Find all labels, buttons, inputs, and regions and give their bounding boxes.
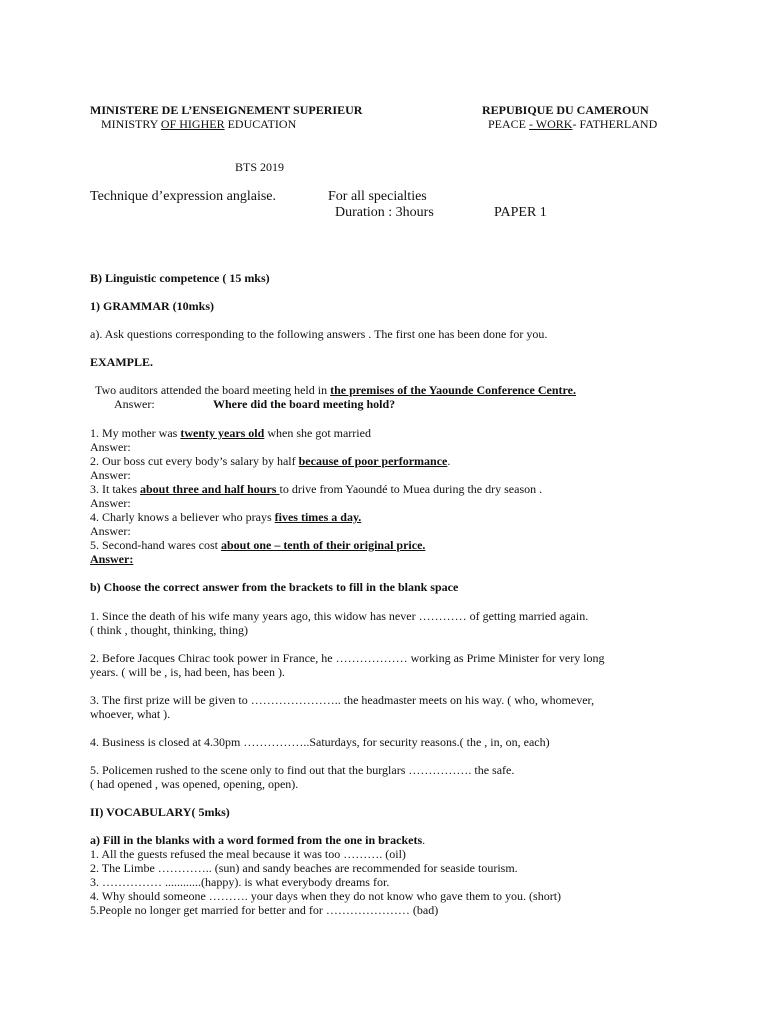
example-pre: Two auditors attended the board meeting held in — [95, 383, 331, 397]
vocab-q2: 2. The Limbe ………….. (sun) and sandy beaches are recommended for seaside tourism. — [90, 861, 518, 875]
grammar-question-2 — [90, 454, 450, 468]
choose-q5-line1: 5. Policemen rushed to the scene only to find out that the burglars ……………. the safe. — [90, 763, 515, 777]
vocab-instruction — [90, 833, 425, 847]
q3-pre: 3. It takes — [90, 482, 140, 496]
example-answer: Where did the board meeting hold? — [213, 397, 396, 411]
ministry-en-underlined: OF HIGHER — [160, 117, 225, 131]
q2-underlined: because of poor performance — [298, 454, 448, 468]
motto-underlined: - WORK — [529, 117, 573, 131]
exam-bts: BTS 2019 — [235, 160, 285, 174]
q3-underlined: about three and half hours — [140, 482, 280, 496]
grammar-question-1 — [90, 426, 371, 440]
example-answer-label: Answer: — [114, 397, 155, 411]
choose-q3-line2: whoever, what ). — [90, 707, 171, 721]
answer-label-2: Answer: — [90, 468, 131, 482]
answer-label-4: Answer: — [90, 524, 131, 538]
choose-q1-line2: ( think , thought, thinking, thing) — [90, 623, 248, 637]
vocab-q5: 5.People no longer get married for better and for ………………… (bad) — [90, 903, 439, 917]
exam-paper: PAPER 1 — [494, 205, 547, 220]
exam-subject: Technique d’expression anglaise. — [90, 189, 277, 204]
motto-en — [488, 117, 657, 131]
answer-label-5: Answer: — [90, 552, 134, 566]
motto-pre: PEACE — [488, 117, 530, 131]
motto-post: - FATHERLAND — [572, 117, 658, 131]
example-sentence — [95, 383, 576, 397]
vocab-instruction-dot: . — [422, 833, 426, 847]
q5-pre: 5. Second-hand wares cost — [90, 538, 221, 552]
grammar-question-5 — [90, 538, 425, 552]
grammar-title: 1) GRAMMAR (10mks) — [90, 299, 214, 313]
answer-label-1: Answer: — [90, 440, 131, 454]
choose-q2-line2: years. ( will be , is, had been, has been ). — [90, 665, 285, 679]
q2-pre: 2. Our boss cut every body’s salary by half — [90, 454, 299, 468]
section-b-title: B) Linguistic competence ( 15 mks) — [90, 271, 270, 285]
q2-post: . — [447, 454, 451, 468]
answer-label-3: Answer: — [90, 496, 131, 510]
q1-underlined: twenty years old — [180, 426, 265, 440]
exam-specialties: For all specialties — [328, 189, 427, 204]
vocab-q1: 1. All the guests refused the meal because it was too ………. (oil) — [90, 847, 406, 861]
vocab-q3: 3. …………… ............(happy). is what everybody dreams for. — [90, 875, 390, 889]
choose-q1-line1: 1. Since the death of his wife many years ago, this widow has never ………… of getting married again. — [90, 609, 589, 623]
q4-pre: 4. Charly knows a believer who prays — [90, 510, 275, 524]
grammar-instruction: a). Ask questions corresponding to the following answers . The first one has been done for you. — [90, 327, 548, 341]
vocab-instruction-text: a) Fill in the blanks with a word formed from the one in brackets — [90, 833, 423, 847]
q3-post: to drive from Yaoundé to Muea during the dry season . — [279, 482, 543, 496]
example-underlined: the premises of the Yaounde Conference Centre. — [330, 383, 576, 397]
vocab-q4: 4. Why should someone ………. your days when they do not know who gave them to you. (short) — [90, 889, 562, 903]
q5-underlined: about one – tenth of their original price. — [220, 538, 426, 552]
vocab-title: II) VOCABULARY( 5mks) — [90, 805, 230, 819]
choose-q4-line1: 4. Business is closed at 4.30pm ……………..Saturdays, for security reasons.( the , in, on, each) — [90, 735, 550, 749]
ministry-en-post: EDUCATION — [224, 117, 297, 131]
exam-duration: Duration : 3hours — [335, 205, 434, 220]
choose-q5-line2: ( had opened , was opened, opening, open). — [90, 777, 299, 791]
choose-q2-line1: 2. Before Jacques Chirac took power in France, he ……………… working as Prime Minister for very long — [90, 651, 605, 665]
choose-q3-line1: 3. The first prize will be given to ………………….. the headmaster meets on his way. ( who, whomever, — [90, 693, 595, 707]
grammar-question-4 — [90, 510, 361, 524]
ministry-en — [101, 117, 296, 131]
ministry-fr: MINISTERE DE L’ENSEIGNEMENT SUPERIEUR — [90, 103, 363, 117]
choose-title: b) Choose the correct answer from the brackets to fill in the blank space — [90, 580, 459, 594]
q1-post: when she got married — [264, 426, 371, 440]
ministry-en-pre: MINISTRY — [101, 117, 161, 131]
q4-underlined: fives times a day. — [274, 510, 362, 524]
grammar-question-3 — [90, 482, 542, 496]
q1-pre: 1. My mother was — [90, 426, 181, 440]
republic-fr: REPUBIQUE DU CAMEROUN — [482, 103, 649, 117]
example-title: EXAMPLE. — [90, 355, 153, 369]
